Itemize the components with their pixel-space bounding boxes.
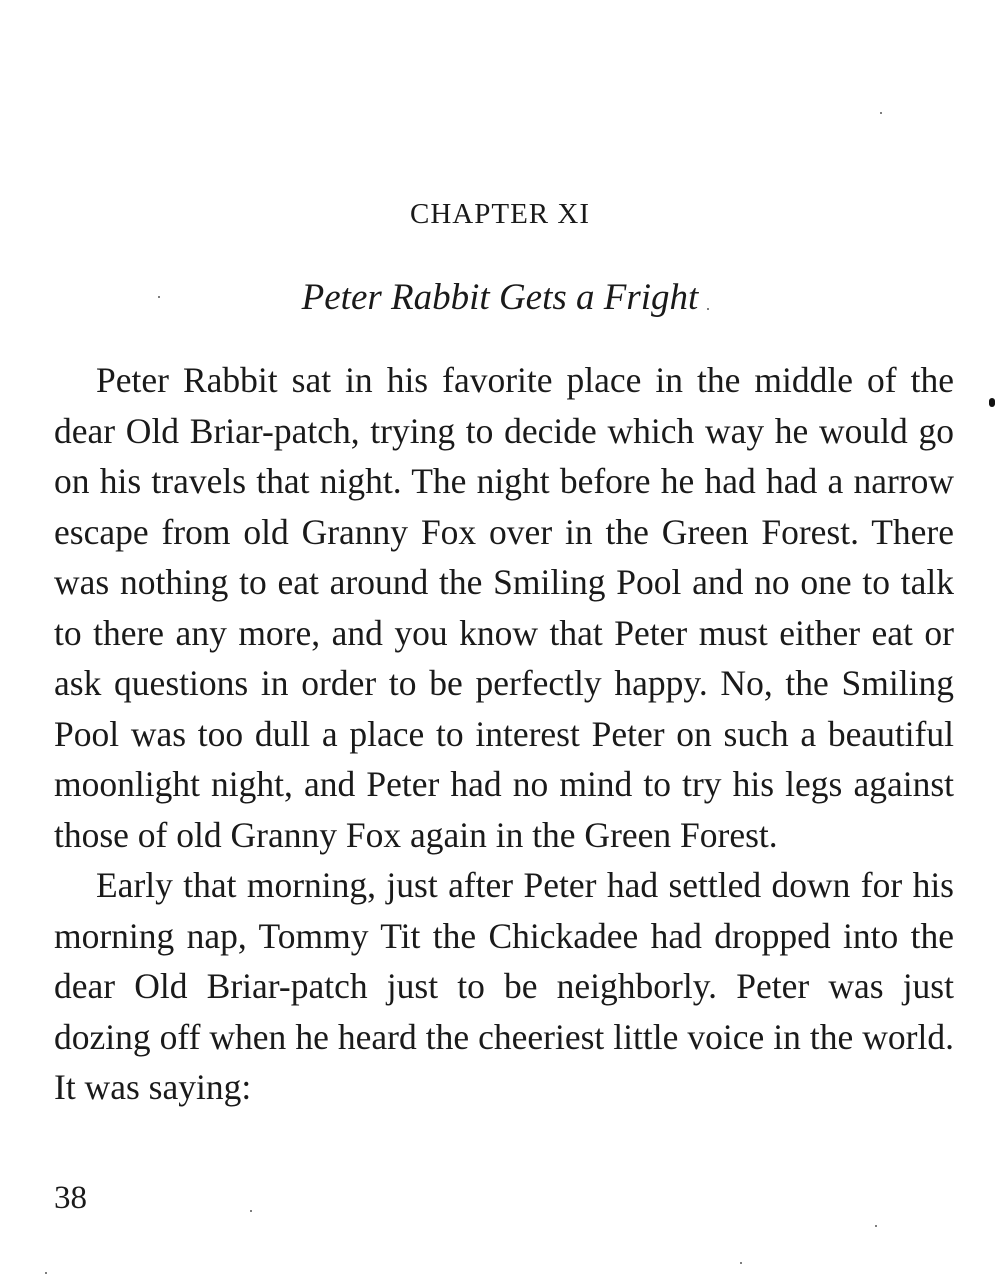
page-number: 38 <box>54 1180 87 1216</box>
chapter-title: Peter Rabbit Gets a Fright <box>301 277 699 318</box>
scan-mark <box>989 398 995 407</box>
scan-speck <box>250 1210 252 1212</box>
paragraph-2: Early that morning, just after Peter had settled down for his morning nap, Tommy Tit the Chickadee had dropped into the dear Old Briar-patch just to be neighborly. Peter was just dozing off when he heard the cheeriest little voice in the world. It was saying: <box>54 865 954 1107</box>
scan-speck <box>875 1225 877 1227</box>
scan-speck <box>158 296 160 298</box>
scan-speck <box>740 1262 742 1264</box>
scan-speck <box>45 1272 47 1274</box>
chapter-number: CHAPTER XI <box>410 198 590 230</box>
scan-speck <box>707 308 709 310</box>
body-text <box>54 355 954 1113</box>
paragraph-1: Peter Rabbit sat in his favorite place in the middle of the dear Old Briar-patch, trying to decide which way he would go on his travels that night. The night before he had had a narrow escape from old Granny Fox over in the Green Forest. There was nothing to eat around the Smiling Pool and no one to talk to there any more, and you know that Peter must either eat or ask questions in order to be perfectly happy. No, the Smiling Pool was too dull a place to interest Peter on such a beautiful moonlight night, and Peter had no mind to try his legs against those of old Granny Fox again in the Green Forest. <box>54 360 954 855</box>
scan-speck <box>880 112 882 114</box>
